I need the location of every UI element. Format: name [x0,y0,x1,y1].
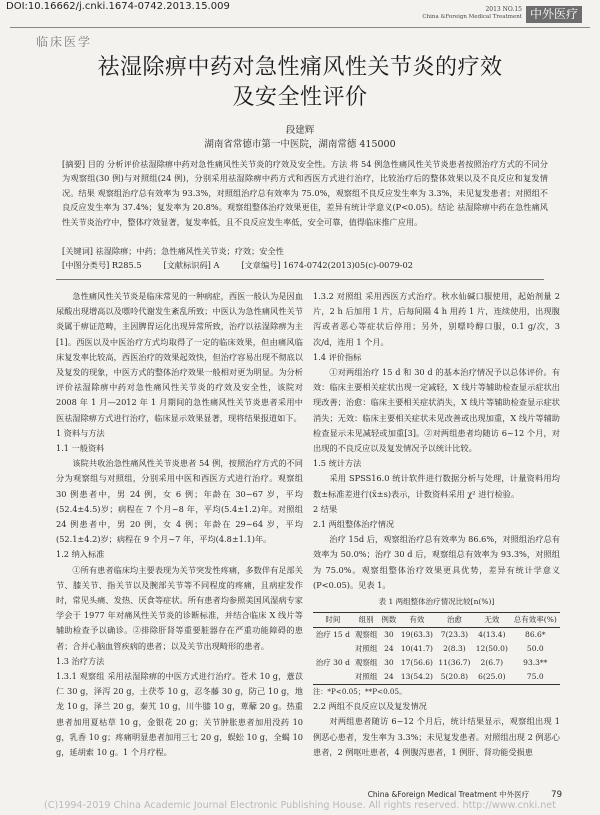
table-cell: 75.0 [511,670,560,685]
title-line-1: 祛湿除痹中药对急性痛风性关节炎的疗效 [97,55,503,80]
paragraph-1-3-1: 1.3.1 观察组 采用祛湿除痹的中医方式进行治疗。苍术 10 g，薏苡仁 30 g，泽泻 20 g，土茯苓 10 g，忍冬藤 30 g，防己 10 g，地龙 10 g，泽兰 20 g，秦艽 10 g，川牛膝 10 g，萆薢 20 g。热重患者加用夏枯草 10 g，金银花 20 g；关节肿胀患者加用没药 10 g，乳香 10 g；疼痛明显患者加用三七 20 g，蜈蚣 10 g，全蝎 10 g，延胡索 10 g。1 个月疗程。 [56,671,303,758]
article-number: [文章编号] 1674-0742(2013)05(c)-0079-02 [241,260,413,270]
table-cell: 治疗 15 d [315,630,350,640]
table-cell: 86.6* [525,630,546,640]
table-note: 注：*P<0.05；**P<0.05。 [313,687,407,697]
table-header-cell: 治愈 [436,613,473,628]
heading-2-1: 2.1 两组整体治疗情况 [313,519,395,530]
table-cell: 对照组 [354,644,378,654]
table-row [313,628,560,643]
journal-header [422,6,582,23]
heading-1-2: 1.2 纳入标准 [56,549,105,560]
table-row [313,670,560,685]
table-cell [313,670,353,685]
table-header-row [313,613,560,628]
paragraph-2-2: 对两组患者随访 6~12 个月后，统计结果显示，观察组出现 1 例恶心患者，发生率为 3.3%；未见复发患者。对照组出现 2 例恶心患者，2 例呕吐患者，4 例腹泻患者，1 例肝、肾功能受损患 [313,716,560,757]
table-cell: 24 [384,644,394,654]
table-cell: 50.0 [526,644,544,654]
table-cell: 30 [384,658,394,668]
heading-1-5: 1.5 统计方法 [313,458,362,469]
table-cell: 10(41.7) [400,644,433,654]
table-cell: 6(25.0) [473,670,510,685]
table-cell: 12(50.0) [475,644,508,654]
heading-2-2: 2.2 两组不良反应以及复发情况 [313,701,427,712]
table-cell: 7(23.3) [440,630,469,640]
section-label: 临床医学 [36,35,93,49]
table-cell: 93.3** [523,658,548,668]
header-rule [10,27,590,28]
journal-name-en: China &Foreign Medical Treatment [422,14,522,20]
paragraph-1-3-2: 1.3.2 对照组 采用西医方式治疗。秋水仙碱口服使用，起始剂量 2 片，2 h 后加用 1 片，后每间隔 4 h 用药 1 片，连续使用，出现腹泻或者恶心等症状后停用；另外，别嘌呤醇口服，0.1 g/次，3 次/d，连用 1 个月。 [313,291,560,347]
table-cell: 对照组 [353,670,380,685]
table-cell: 11(36.7) [438,658,471,668]
affiliation: 湖南省常德市第一中医院，湖南常德 415000 [204,139,396,150]
journal-name-cn: 中外医疗 [526,6,582,23]
abstract: [摘要] 目的 分析评价祛湿除痹中药对急性痛风性关节炎的疗效及安全性。方法 将 54 例急性痛风性关节炎患者按照治疗方式的不同分为观察组(30 例)与对照组(24 例)，分别采用祛湿除痹中药方式和西医方式进行治疗，比较治疗后的整体效果以及不良反应和复发情况。结果 观察组治疗总有效率为 93.3%，对照组治疗总有效率为 75.0%，观察组不良反应发生率为 3.3%，未见复发患者；对照组不良反应发生率为 37.4%；复发率为 20.8%。观察组整体治疗效果更佳，差异有统计学意义(P<0.05)。结论 祛湿除痹中药在急性痛风性关节炎治疗中，整体疗效显著，复发率低，且不良反应发生率低，安全可靠，值得临床推广应用。 [62,159,548,227]
table-cell: 13(54.2) [398,670,435,685]
heading-1-1: 1.1 一般资料 [56,443,105,454]
heading-1: 1 资料与方法 [56,427,105,438]
intro-paragraph: 急性痛风性关节炎是临床常见的一种病症，西医一般认为是因血尿酸出现增高以及嘌呤代谢发生紊乱所致；中医认为急性痛风性关节炎属于痹证范畴，主因脾胃运化出现异常所致，治疗以祛湿除痹为主[1]。西医以及中医治疗方式均取得了一定的临床效果，但由痛风临床复发率比较高，西医治疗的效果起效快，但治疗容易出现不彻底以及复发的现象，中医方式的整体治疗效果一般相对更为明显。为分析评价祛湿除痹中药对急性痛风性关节炎的疗效及安全性，该院对 2008 年 1 月—2012 年 1 月期间的急性痛风性关节炎患者采用中医祛湿除痹方式进行治疗，临床显示效果显著，现将结果报道如下。 [56,291,303,423]
page-footer [368,789,562,800]
paragraph-1-5: 采用 SPSS16.0 统计软件进行数据分析与处理，计量资料用均数±标准差进行(x̄±s)表示，计数资料采用 χ² 进行检验。 [313,473,560,499]
journal-header-small [422,6,522,21]
table-header-cell: 总有效率(%) [511,613,560,628]
table-cell: 治疗 30 d [315,658,350,668]
doi: DOI:10.16662/j.cnki.1674-0742.2013.15.009 [6,1,230,12]
table-cell: 2(6.7) [480,658,504,668]
paragraph-2-1: 治疗 15d 后，观察组治疗总有效率为 86.6%，对照组治疗总有效率为 50.0%；治疗 30 d 后，观察组总有效率为 93.3%，对照组为 75.0%。观察组整体治疗效果更具优势，差异有统计学意义(P<0.05)。见表 1。 [313,534,560,590]
table-cell: 5(20.8) [436,670,473,685]
paragraph-1-2: ①所有患者临床均主要表现为关节突发性疼痛，多数伴有足部关节、膝关节、指关节以及腕部关节等不同程度的疼痛，且病症发作时，常见头痛、发热、厌食等症状。所有患者均参照美国风湿病专家学会于 1977 年对痛风性关节炎的诊断标准，并结合临床 X 线片等辅助检查予以确诊。②排除肝肾等重要脏器存在严重功能障碍的患者；合并心脑血管疾病的患者；以及关节出现畸形的患者。 [56,564,303,651]
classification-row [62,260,435,271]
table-header-cell: 组别 [353,613,380,628]
heading-2: 2 结果 [313,503,338,514]
table-header-cell: 有效 [398,613,435,628]
year-issue: 2013 NO.15 [485,6,522,13]
table-cell: 17(56.6) [400,658,433,668]
table-header-cell: 时间 [313,613,353,628]
table-title: 表 1 两组整体治疗情况比较[n(%)] [378,597,495,607]
table-header-cell: 无效 [473,613,510,628]
table-cell: 19(63.3) [400,630,433,640]
heading-1-3: 1.3 治疗方法 [56,655,105,666]
keywords: [关键词] 祛湿除痹；中药；急性痛风性关节炎；疗效；安全性 [62,246,284,256]
table-cell: 观察组 [354,630,378,640]
clc-number: [中图分类号] R285.5 [62,260,142,270]
table-row [313,656,560,670]
copyright-watermark: (C)1994-2019 China Academic Journal Electronic Publishing House. All rights reserved. http://www.cnki.net [44,800,556,811]
results-table [313,612,560,685]
page-number: 79 [551,790,562,800]
paragraph-1-4: ①对两组治疗 15 d 和 30 d 的基本治疗情况予以总体评价。有效：临床主要相关症状出现一定减轻，X 线片等辅助检查显示症状出现改善；治愈：临床主要相关症状消失，X 线片等辅助检查显示症状消失；无效：临床主要相关症状未见改善或出现加重，X 线片等辅助检查显示未见减轻或加重[3]。②对两组患者均随访 6~12 个月，对出现的不良反应以及复发情况予以统计比较。 [313,367,560,454]
table-cell [313,642,353,656]
table-row [313,642,560,656]
table-cell: 30 [384,630,394,640]
footer-journal: China &Foreign Medical Treatment 中外医疗 [367,790,530,799]
paragraph-1-1: 该院共收治急性痛风性关节炎患者 54 例，按照治疗方式的不同分为观察组与对照组，分别采用中医和西医方式进行治疗。观察组 30 例患者中，男 24 例，女 6 例；年龄在 30~67 岁，平均(52.4±4.5)岁；病程在 7 个月~8 年，平均(5.4±1.2)年。对照组 24 例患者中，男 20 例，女 4 例；年龄在 29~64 岁，平均(52.1±4.2)岁；病程在 9 个月~7 年，平均(4.8±1.1)年。 [56,458,303,545]
left-column [56,289,303,760]
table-cell: 2(8.3) [443,644,466,654]
table-header-cell: 例数 [380,613,399,628]
author: 段建辉 [285,125,315,136]
table-cell: 观察组 [354,658,378,668]
document-code: [文献标识码] A [163,260,220,270]
heading-1-4: 1.4 评价指标 [313,351,362,362]
right-column [313,289,560,760]
title-line-2: 及安全性评价 [232,85,368,110]
table-cell: 24 [380,670,399,685]
abstract-rule [56,279,544,280]
table-cell: 4(13.4) [478,630,506,640]
